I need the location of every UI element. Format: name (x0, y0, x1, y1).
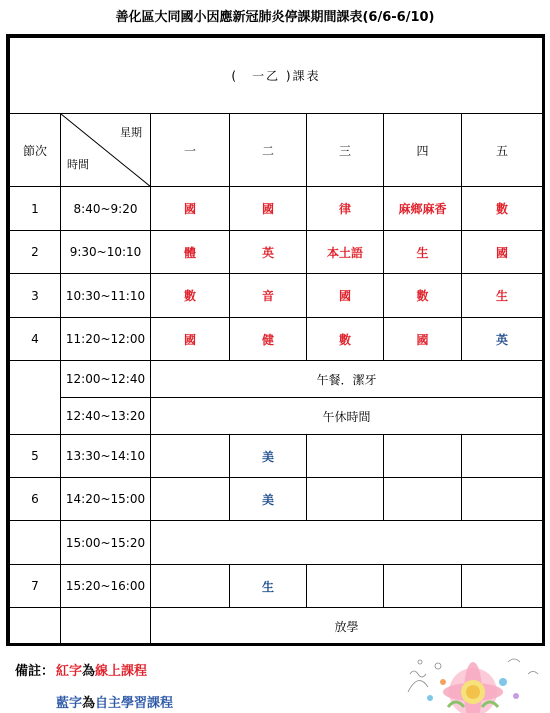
day-header-thu: 四 (384, 114, 462, 187)
nap-cell: 午休時間 (151, 398, 543, 435)
subject-cell: 音 (230, 274, 307, 318)
subject-cell: 國 (230, 187, 307, 231)
subject-cell: 美 (230, 435, 307, 478)
time-cell: 12:00~12:40 (61, 361, 151, 398)
subject-cell: 國 (151, 318, 230, 361)
subject-cell (307, 435, 384, 478)
dismissal-cell: 放學 (151, 608, 543, 645)
class-title: ( 一乙 )課表 (10, 38, 543, 114)
day-header-wed: 三 (307, 114, 384, 187)
period-cell: 5 (10, 435, 61, 478)
table-row (10, 274, 543, 318)
table-row (10, 318, 543, 361)
subject-cell: 英 (230, 231, 307, 274)
table-row (10, 435, 543, 478)
note-self-study (56, 692, 173, 711)
time-cell: 11:20~12:00 (61, 318, 151, 361)
period-cell: 3 (10, 274, 61, 318)
subject-cell: 本土語 (307, 231, 384, 274)
timetable (9, 37, 543, 645)
time-cell: 9:30~10:10 (61, 231, 151, 274)
table-row (10, 521, 543, 565)
time-cell: 8:40~9:20 (61, 187, 151, 231)
day-header-mon: 一 (151, 114, 230, 187)
period-cell: 6 (10, 478, 61, 521)
flower-illustration (398, 652, 548, 713)
period-cell: 4 (10, 318, 61, 361)
subject-cell: 國 (462, 231, 543, 274)
note-self-study-text: 自主學習課程 (95, 696, 174, 711)
subject-cell (151, 435, 230, 478)
subject-cell (384, 478, 462, 521)
time-cell (61, 608, 151, 645)
subject-cell (307, 565, 384, 608)
subject-cell: 生 (384, 231, 462, 274)
time-cell: 15:20~16:00 (61, 565, 151, 608)
note-red-word: 紅字 (56, 664, 83, 679)
table-row (10, 565, 543, 608)
subject-cell: 國 (384, 318, 462, 361)
note-connector: 為 (82, 664, 96, 679)
subject-cell: 健 (230, 318, 307, 361)
note-online (56, 660, 147, 679)
day-header-tue: 二 (230, 114, 307, 187)
time-cell: 10:30~11:10 (61, 274, 151, 318)
subject-cell: 數 (307, 318, 384, 361)
period-header: 節次 (10, 114, 61, 187)
day-header-fri: 五 (462, 114, 543, 187)
table-row (10, 478, 543, 521)
subject-cell (151, 565, 230, 608)
table-row (10, 231, 543, 274)
subject-cell (462, 565, 543, 608)
subject-cell (384, 435, 462, 478)
note-online-text: 線上課程 (95, 664, 148, 679)
time-cell: 14:20~15:00 (61, 478, 151, 521)
period-cell: 2 (10, 231, 61, 274)
time-cell: 13:30~14:10 (61, 435, 151, 478)
subject-cell: 數 (462, 187, 543, 231)
corner-day-label: 星期 (120, 126, 142, 139)
break-cell (151, 521, 543, 565)
document-title: 善化區大同國小因應新冠肺炎停課期間課表(6/6-6/10) (115, 10, 435, 25)
lunch-cell: 午餐．潔牙 (151, 361, 543, 398)
period-cell (10, 361, 61, 435)
subject-cell: 美 (230, 478, 307, 521)
period-cell (10, 608, 61, 645)
note-blue-word: 藍字 (56, 696, 83, 711)
subject-cell (307, 478, 384, 521)
subject-cell: 國 (151, 187, 230, 231)
subject-cell: 數 (384, 274, 462, 318)
notes-label: 備註： (15, 664, 55, 679)
subject-cell (462, 478, 543, 521)
subject-cell (462, 435, 543, 478)
period-cell: 1 (10, 187, 61, 231)
subject-cell (384, 565, 462, 608)
subject-cell: 英 (462, 318, 543, 361)
table-row (10, 398, 543, 435)
subject-cell: 律 (307, 187, 384, 231)
subject-cell (151, 478, 230, 521)
period-cell: 7 (10, 565, 61, 608)
subject-cell: 生 (462, 274, 543, 318)
subject-cell: 體 (151, 231, 230, 274)
table-row (10, 187, 543, 231)
note-connector: 為 (82, 696, 96, 711)
subject-cell: 數 (151, 274, 230, 318)
corner-header (61, 114, 151, 187)
subject-cell: 生 (230, 565, 307, 608)
corner-time-label: 時間 (67, 158, 89, 171)
period-cell (10, 521, 61, 565)
subject-cell: 國 (307, 274, 384, 318)
table-row (10, 608, 543, 645)
subject-cell: 麻鄉麻香 (384, 187, 462, 231)
table-row (10, 361, 543, 398)
time-cell: 12:40~13:20 (61, 398, 151, 435)
time-cell: 15:00~15:20 (61, 521, 151, 565)
